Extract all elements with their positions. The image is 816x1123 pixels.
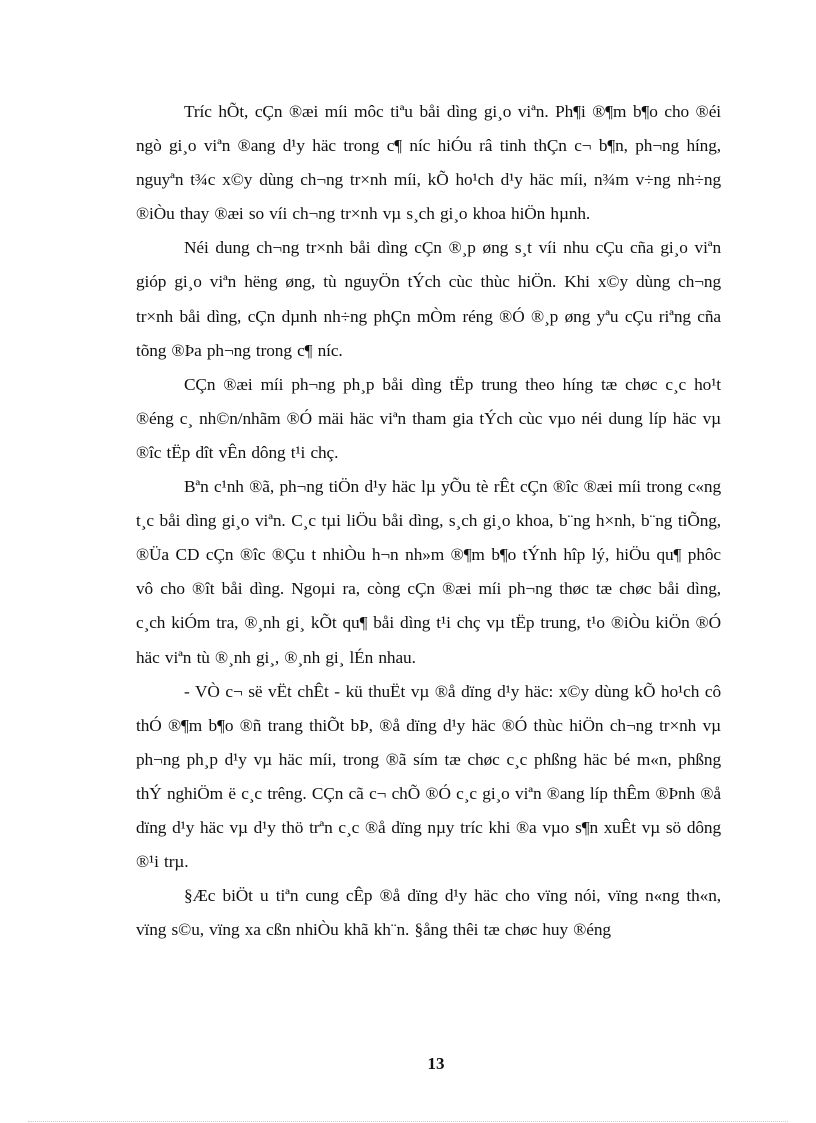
paragraph-6: §Æc biÖt u tiªn cung cÊp ®å dïng d¹y häc cho vïng nói, vïng n«ng th«n, vïng s©u, vïng xa cßn nhiÒu khã kh¨n. §ång thêi tæ chøc huy ®éng [136,886,721,940]
page-number: 13 [427,1054,445,1073]
paragraph-4: Bªn c¹nh ®ã, ph¬ng tiÖn d¹y häc lµ yÕu tè rÊt cÇn ®îc ®æi míi trong c«ng t¸c båi dìng gi¸o viªn. C¸c tµi liÖu båi dìng, s¸ch gi¸o khoa, b¨ng h×nh, b¨ng tiÕng, ®Üa CD cÇn ®îc ®Çu t nhiÒu h¬n nh»m ®¶m b¶o tÝnh hîp lý, hiÖu qu¶ phôc vô cho ®ît båi dìng. Ngoµi ra, còng cÇn ®æi míi ph¬ng thøc tæ chøc båi dìng, c¸ch kiÓm tra, ®¸nh gi¸ kÕt qu¶ båi dìng t¹i chç vµ tËp trung, t¹o ®iÒu kiÖn ®Ó häc viªn tù ®¸nh gi¸, ®¸nh gi¸ lÉn nhau. [136,477,721,667]
paragraph-5: - VÒ c¬ së vËt chÊt - kü thuËt vµ ®å dïng d¹y häc: x©y dùng kÕ ho¹ch cô thÓ ®¶m b¶o ®ñ trang thiÕt bÞ, ®å dïng d¹y häc ®Ó thùc hiÖn ch¬ng tr×nh vµ ph¬ng ph¸p d¹y vµ häc míi, trong ®ã sím tæ chøc c¸c phßng häc bé m«n, phßng thÝ nghiÖm ë c¸c trêng. CÇn cã c¬ chÕ ®Ó c¸c gi¸o viªn ®ang líp thÊm ®Þnh ®å dïng d¹y häc vµ d¹y thö trªn c¸c ®å dïng nµy tríc khi ®a vµo s¶n xuÊt vµ sö dông ®¹i trµ. [136,681,721,872]
paragraph-2: Néi dung ch¬ng tr×nh båi dìng cÇn ®¸p øng s¸t víi nhu cÇu cña gi¸o viªn gióp gi¸o viªn hëng øng, tù nguyÖn tÝch cùc thùc hiÖn. Khi x©y dùng ch¬ng tr×nh båi dìng, cÇn dµnh nh÷ng phÇn mÒm réng ®Ó ®¸p øng yªu cÇu riªng cña tõng ®Þa ph¬ng trong c¶ níc. [136,238,721,360]
paragraph-1: Tríc hÕt, cÇn ®æi míi môc tiªu båi dìng gi¸o viªn. Ph¶i ®¶m b¶o cho ®éi ngò gi¸o viªn ®ang d¹y häc trong c¶ níc hiÓu râ tinh thÇn c¬ b¶n, ph¬ng híng, nguyªn t¾c x©y dùng ch¬ng tr×nh míi, kÕ ho¹ch d¹y häc míi, n¾m v÷ng nh÷ng ®iÒu thay ®æi so víi ch¬ng tr×nh vµ s¸ch gi¸o khoa hiÖn hµnh. [136,102,721,224]
page-bottom-divider [28,1121,788,1122]
page-body [136,95,721,947]
paragraph-3: CÇn ®æi míi ph¬ng ph¸p båi dìng tËp trung theo híng tæ chøc c¸c ho¹t ®éng c¸ nh©n/nhãm ®Ó mäi häc viªn tham gia tÝch cùc vµo néi dung líp häc vµ ®îc tËp dît vÊn dông t¹i chç. [136,374,721,462]
